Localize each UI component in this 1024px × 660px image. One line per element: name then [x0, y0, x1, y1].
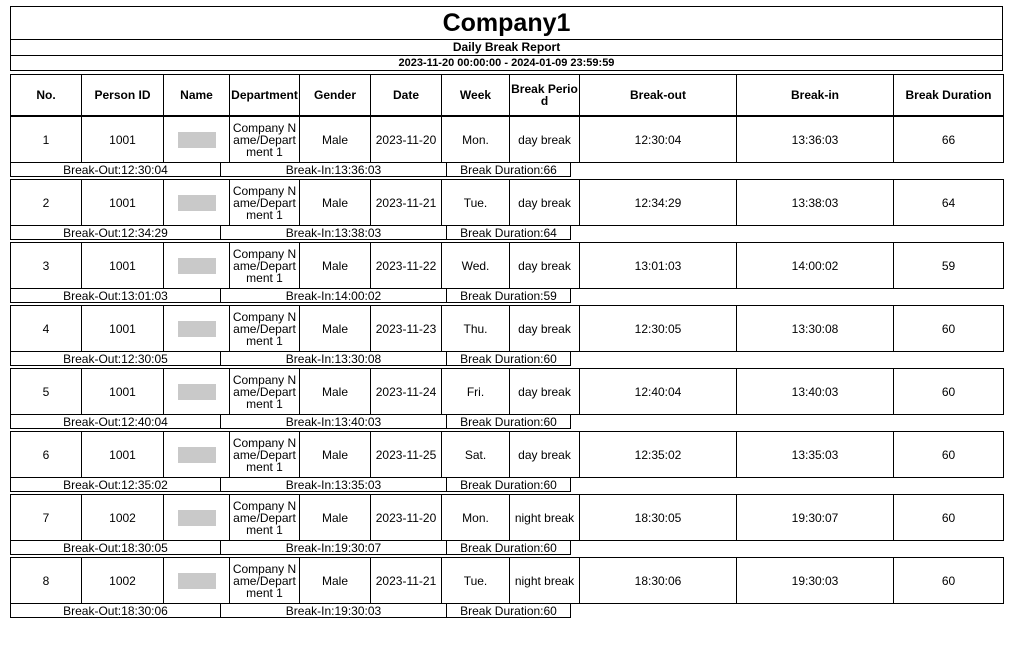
summary-break-in: Break-In:19:30:03 [221, 604, 447, 618]
row-summary [10, 163, 571, 177]
row-name [164, 558, 230, 604]
row-break-in: 13:38:03 [737, 180, 894, 226]
summary-break-out: Break-Out:18:30:05 [11, 541, 221, 555]
row-date: 2023-11-22 [371, 243, 442, 289]
row-summary [10, 478, 571, 492]
row-summary [10, 415, 571, 429]
summary-row [11, 226, 571, 240]
redacted-name-block [178, 258, 216, 274]
row-person-id: 1001 [82, 243, 164, 289]
row-department: Company Name/Department 1 [230, 243, 300, 289]
row-break-out: 12:30:05 [580, 306, 737, 352]
row-gender: Male [300, 369, 371, 415]
row-duration: 64 [894, 180, 1004, 226]
row-department: Company Name/Department 1 [230, 369, 300, 415]
row-name [164, 495, 230, 541]
row-date: 2023-11-23 [371, 306, 442, 352]
summary-break-in: Break-In:13:35:03 [221, 478, 447, 492]
table-row [11, 180, 1004, 226]
row-gender: Male [300, 306, 371, 352]
col-break-in-header: Break-in [737, 75, 894, 116]
col-date-header: Date [371, 75, 442, 116]
row-break-out: 13:01:03 [580, 243, 737, 289]
table-row [11, 558, 1004, 604]
report-row-table [10, 494, 1004, 541]
row-break-period: day break [510, 243, 580, 289]
summary-row [11, 352, 571, 366]
row-duration: 60 [894, 432, 1004, 478]
row-break-period: day break [510, 180, 580, 226]
row-date: 2023-11-25 [371, 432, 442, 478]
row-summary [10, 541, 571, 555]
summary-break-out: Break-Out:12:35:02 [11, 478, 221, 492]
row-break-period: night break [510, 558, 580, 604]
row-date: 2023-11-21 [371, 558, 442, 604]
row-name [164, 180, 230, 226]
redacted-name-block [178, 132, 216, 148]
row-break-period: day break [510, 369, 580, 415]
row-no: 1 [11, 117, 82, 163]
row-break-out: 18:30:05 [580, 495, 737, 541]
summary-break-out: Break-Out:12:30:05 [11, 352, 221, 366]
redacted-name-block [178, 510, 216, 526]
row-date: 2023-11-21 [371, 180, 442, 226]
row-break-period: day break [510, 117, 580, 163]
redacted-name-block [178, 195, 216, 211]
row-person-id: 1001 [82, 306, 164, 352]
row-gender: Male [300, 495, 371, 541]
row-name [164, 432, 230, 478]
col-break-out-header: Break-out [580, 75, 737, 116]
row-summary [10, 352, 571, 366]
col-gender-header: Gender [300, 75, 371, 116]
row-person-id: 1002 [82, 558, 164, 604]
summary-break-in: Break-In:19:30:07 [221, 541, 447, 555]
row-break-in: 14:00:02 [737, 243, 894, 289]
summary-row [11, 163, 571, 177]
summary-duration: Break Duration:60 [447, 541, 571, 555]
row-duration: 60 [894, 495, 1004, 541]
summary-row [11, 415, 571, 429]
summary-break-out: Break-Out:12:34:29 [11, 226, 221, 240]
row-no: 4 [11, 306, 82, 352]
row-week: Thu. [442, 306, 510, 352]
report-row-table [10, 557, 1004, 604]
summary-row [11, 604, 571, 618]
table-row [11, 369, 1004, 415]
row-week: Sat. [442, 432, 510, 478]
report-date-range: 2023-11-20 00:00:00 - 2024-01-09 23:59:59 [10, 56, 1003, 71]
row-gap [10, 618, 1003, 620]
row-break-out: 18:30:06 [580, 558, 737, 604]
row-date: 2023-11-20 [371, 495, 442, 541]
row-duration: 60 [894, 369, 1004, 415]
row-gender: Male [300, 243, 371, 289]
row-department: Company Name/Department 1 [230, 432, 300, 478]
row-week: Wed. [442, 243, 510, 289]
report-row-table [10, 242, 1004, 289]
row-break-in: 19:30:03 [737, 558, 894, 604]
row-break-in: 13:30:08 [737, 306, 894, 352]
row-duration: 60 [894, 306, 1004, 352]
table-row [11, 306, 1004, 352]
col-break-period-header: Break Period [510, 75, 580, 116]
summary-row [11, 541, 571, 555]
summary-break-out: Break-Out:12:40:04 [11, 415, 221, 429]
row-gender: Male [300, 117, 371, 163]
report-row-table [10, 305, 1004, 352]
row-summary [10, 289, 571, 303]
summary-row [11, 289, 571, 303]
report-header-table [10, 74, 1004, 116]
row-name [164, 369, 230, 415]
col-department-header: Department [230, 75, 300, 116]
summary-row [11, 478, 571, 492]
row-gender: Male [300, 558, 371, 604]
summary-break-in: Break-In:13:36:03 [221, 163, 447, 177]
col-person-id-header: Person ID [82, 75, 164, 116]
col-week-header: Week [442, 75, 510, 116]
row-department: Company Name/Department 1 [230, 495, 300, 541]
row-summary [10, 226, 571, 240]
row-person-id: 1001 [82, 369, 164, 415]
row-person-id: 1002 [82, 495, 164, 541]
row-break-in: 13:36:03 [737, 117, 894, 163]
summary-duration: Break Duration:60 [447, 415, 571, 429]
col-duration-header: Break Duration [894, 75, 1004, 116]
row-break-period: day break [510, 432, 580, 478]
row-name [164, 306, 230, 352]
report-title: Daily Break Report [10, 40, 1003, 56]
col-name-header: Name [164, 75, 230, 116]
report-row-table [10, 116, 1004, 163]
table-row [11, 495, 1004, 541]
summary-duration: Break Duration:64 [447, 226, 571, 240]
row-department: Company Name/Department 1 [230, 306, 300, 352]
row-week: Tue. [442, 558, 510, 604]
report-row-table [10, 179, 1004, 226]
row-duration: 59 [894, 243, 1004, 289]
column-header-row [11, 75, 1004, 116]
row-break-in: 13:35:03 [737, 432, 894, 478]
table-row [11, 117, 1004, 163]
summary-duration: Break Duration:60 [447, 604, 571, 618]
redacted-name-block [178, 321, 216, 337]
company-title: Company1 [10, 6, 1003, 40]
summary-duration: Break Duration:59 [447, 289, 571, 303]
row-no: 8 [11, 558, 82, 604]
row-date: 2023-11-24 [371, 369, 442, 415]
row-duration: 66 [894, 117, 1004, 163]
table-row [11, 243, 1004, 289]
row-break-out: 12:34:29 [580, 180, 737, 226]
row-date: 2023-11-20 [371, 117, 442, 163]
summary-break-in: Break-In:13:30:08 [221, 352, 447, 366]
row-gender: Male [300, 180, 371, 226]
row-no: 5 [11, 369, 82, 415]
redacted-name-block [178, 384, 216, 400]
row-department: Company Name/Department 1 [230, 180, 300, 226]
row-department: Company Name/Department 1 [230, 117, 300, 163]
row-department: Company Name/Department 1 [230, 558, 300, 604]
row-week: Mon. [442, 117, 510, 163]
row-person-id: 1001 [82, 432, 164, 478]
summary-break-in: Break-In:13:40:03 [221, 415, 447, 429]
row-no: 3 [11, 243, 82, 289]
summary-duration: Break Duration:66 [447, 163, 571, 177]
row-person-id: 1001 [82, 180, 164, 226]
row-name [164, 243, 230, 289]
row-break-out: 12:30:04 [580, 117, 737, 163]
summary-break-in: Break-In:13:38:03 [221, 226, 447, 240]
summary-break-out: Break-Out:12:30:04 [11, 163, 221, 177]
row-no: 2 [11, 180, 82, 226]
summary-break-in: Break-In:14:00:02 [221, 289, 447, 303]
row-week: Fri. [442, 369, 510, 415]
summary-break-out: Break-Out:18:30:06 [11, 604, 221, 618]
row-name [164, 117, 230, 163]
table-row [11, 432, 1004, 478]
summary-duration: Break Duration:60 [447, 478, 571, 492]
summary-duration: Break Duration:60 [447, 352, 571, 366]
row-break-out: 12:40:04 [580, 369, 737, 415]
row-person-id: 1001 [82, 117, 164, 163]
redacted-name-block [178, 573, 216, 589]
row-week: Tue. [442, 180, 510, 226]
row-break-period: day break [510, 306, 580, 352]
row-break-out: 12:35:02 [580, 432, 737, 478]
report-row-table [10, 431, 1004, 478]
row-break-period: night break [510, 495, 580, 541]
report-row-table [10, 368, 1004, 415]
row-break-in: 19:30:07 [737, 495, 894, 541]
row-no: 6 [11, 432, 82, 478]
report-body [10, 116, 1003, 620]
row-summary [10, 604, 571, 618]
redacted-name-block [178, 447, 216, 463]
row-gender: Male [300, 432, 371, 478]
row-no: 7 [11, 495, 82, 541]
row-duration: 60 [894, 558, 1004, 604]
row-week: Mon. [442, 495, 510, 541]
summary-break-out: Break-Out:13:01:03 [11, 289, 221, 303]
col-no-header: No. [11, 75, 82, 116]
row-break-in: 13:40:03 [737, 369, 894, 415]
daily-break-report [10, 6, 1003, 620]
